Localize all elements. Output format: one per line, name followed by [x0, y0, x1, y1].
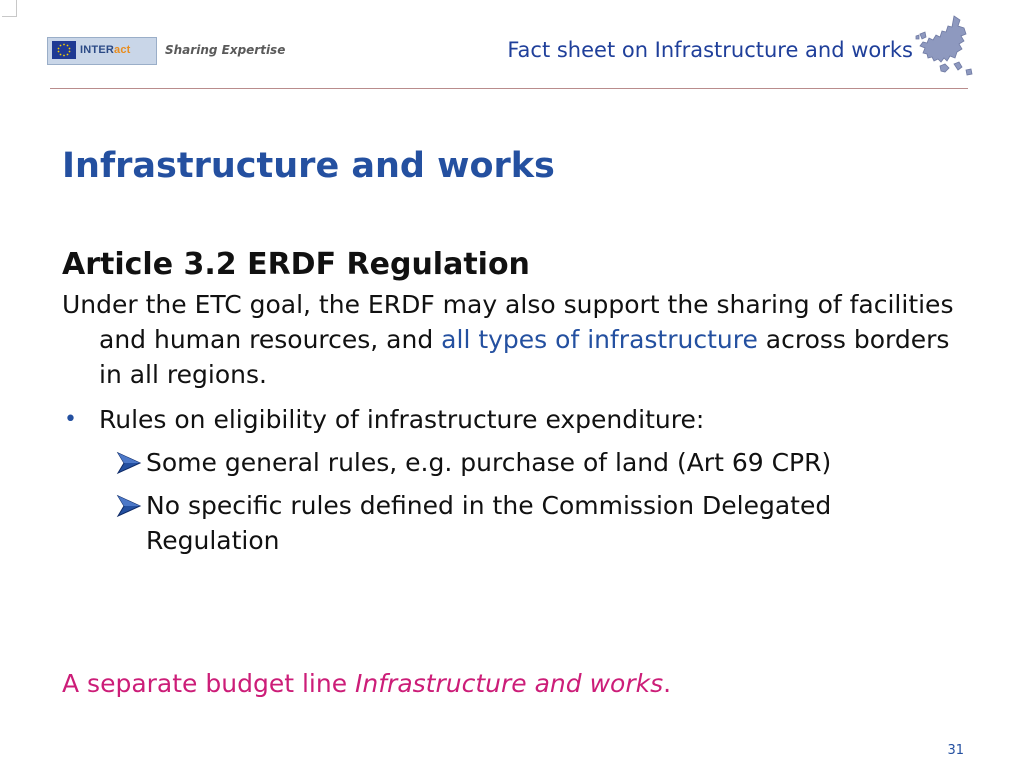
budget-line-note: [62, 669, 671, 698]
bullet-dot-icon: •: [64, 407, 77, 432]
sub-bullet-text: No specific rules defined in the Commission Delegated Regulation: [146, 491, 832, 555]
arrow-right-icon: [116, 494, 142, 518]
interact-logo: [47, 37, 157, 65]
intro-text-part2: across borders in all regions.: [99, 325, 950, 389]
header-divider: [50, 88, 968, 89]
intro-text-part1: Under the ETC goal, the ERDF may also support the sharing of facilities and human resources, and: [62, 290, 954, 354]
logo-text-main: INTER: [80, 44, 114, 56]
logo-wordmark: [80, 44, 131, 56]
corner-mark: [2, 0, 17, 17]
europe-map-icon: [914, 14, 974, 78]
sub-bullet-text: Some general rules, e.g. purchase of land (Art 69 CPR): [146, 448, 832, 477]
intro-paragraph: [62, 287, 962, 392]
budget-suffix: .: [663, 669, 672, 698]
intro-highlight: all types of infrastructure: [441, 325, 758, 354]
sub-bullet-item: [62, 445, 962, 480]
slide-title: Infrastructure and works: [62, 146, 555, 186]
budget-prefix: A separate budget line: [62, 669, 356, 698]
budget-italic: Infrastructure and works: [355, 669, 664, 698]
page-number: 31: [947, 743, 964, 758]
subheading: Article 3.2 ERDF Regulation: [62, 247, 530, 282]
slide-content: [62, 244, 962, 558]
bullet-item: [62, 402, 962, 437]
bullet-text: Rules on eligibility of infrastructure expenditure:: [99, 405, 705, 434]
logo-text-accent: act: [114, 44, 131, 56]
header-title: Fact sheet on Infrastructure and works: [507, 38, 913, 62]
arrow-right-icon: [116, 451, 142, 475]
sub-bullet-item: [62, 488, 962, 558]
tagline: Sharing Expertise: [165, 43, 286, 57]
eu-flag-icon: [52, 41, 76, 59]
